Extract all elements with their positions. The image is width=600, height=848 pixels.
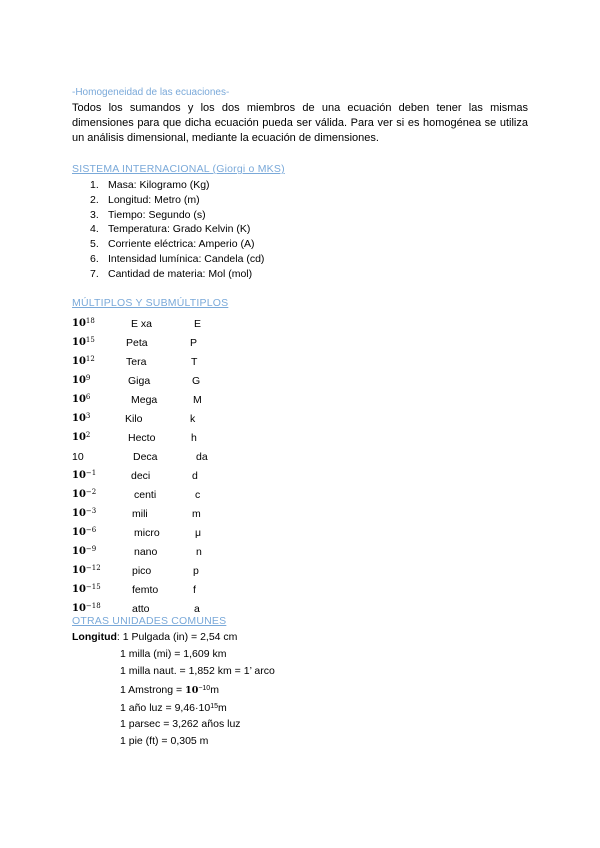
si-item-text: Tiempo: Segundo (s) [108,208,206,221]
si-list-item [90,252,264,267]
si-item-number: 6. [90,252,99,265]
prefix-name: Peta [126,337,148,349]
section-subtitle: -Homogeneidad de las ecuaciones- [72,87,230,98]
si-heading: SISTEMA INTERNACIONAL (Giorgi o MKS) [72,163,285,175]
prefix-symbol: G [192,375,201,387]
power-of-ten [72,584,101,595]
si-item-text: Intensidad lumínica: Candela (cd) [108,252,265,265]
units-line-text [120,684,219,696]
power-exponent: 9 [85,374,91,382]
power-base: 10 [72,432,86,443]
units-line-text: 1 milla (mi) = 1,609 km [120,648,227,660]
prefix-symbol: a [194,603,200,615]
si-item-number: 3. [90,208,99,221]
power-base: 10 [72,375,86,386]
prefix-name: centi [134,489,157,501]
power-base: 10 [72,337,86,348]
power-exponent: −2 [85,488,97,496]
power-of-ten [72,489,96,500]
si-item-text: Corriente eléctrica: Amperio (A) [108,238,255,251]
prefix-symbol: m [192,508,201,520]
power-exponent: −18 [85,602,101,610]
prefix-symbol: T [191,356,198,368]
power-base: 10 [185,685,199,696]
power-of-ten [72,432,90,443]
prefix-symbol: k [190,413,196,425]
prefix-symbol: c [195,489,201,501]
power-base: 10 [72,603,86,614]
units-line [72,648,237,665]
power-of-ten [72,356,95,367]
power-of-ten [72,470,96,481]
prefix-name: mili [132,508,148,520]
si-item-text: Longitud: Metro (m) [108,193,200,206]
prefix-symbol: μ [195,527,202,539]
prefix-name: femto [132,584,159,596]
prefix-name: pico [132,565,152,577]
prefix-name: Mega [131,394,158,406]
multiples-heading: MÚLTIPLOS Y SUBMÚLTIPLOS [72,297,229,309]
power-exponent: −10 [198,685,211,692]
si-list-item [90,267,264,282]
units-line-text [120,702,227,714]
power-base: 10 [72,546,86,557]
power-exponent: 6 [85,393,91,401]
power-exponent: −3 [85,507,97,515]
si-item-number: 7. [90,267,99,280]
prefix-symbol: P [190,337,198,349]
power-exponent: −15 [85,583,101,591]
power-exponent: −6 [85,526,97,534]
power-base: 10 [72,318,86,329]
units-text-pre: 1 Amstrong = [120,684,186,696]
prefix-name: micro [134,527,160,539]
power-of-ten [72,394,90,405]
prefix-name: atto [132,603,150,615]
power-base: 10 [72,489,86,500]
prefix-name: Tera [126,356,147,368]
power-of-ten [72,413,90,424]
si-item-number: 1. [90,179,99,191]
units-text-pre: 1 año luz = 9,46·10 [120,702,211,714]
power-of-ten [72,508,96,519]
power-of-ten [72,318,95,329]
si-item-number: 5. [90,238,99,251]
power-of-ten [72,603,101,614]
power-exponent: 15 [210,703,218,710]
si-list [90,178,264,282]
power-base: 10 [72,470,86,481]
units-text-post: m [218,702,227,714]
si-item-number: 4. [90,223,99,236]
power-of-ten [72,565,101,576]
prefix-symbol: E [194,318,202,330]
prefix-symbol: h [191,432,197,444]
power-base: 10 [72,451,84,463]
power-of-ten [72,451,84,463]
power-of-ten [72,337,95,348]
power-base: 10 [72,527,86,538]
si-item-number: 2. [90,193,99,206]
si-list-item [90,193,264,208]
power-exponent: 2 [85,431,91,439]
prefix-symbol: da [196,451,208,463]
intro-paragraph: Todos los sumandos y los dos miembros de una ecuación deben tener las mismas dimensiones para que dicha ecuación pueda ser válida. Para ver si es homogénea se utiliza un análisis dimensional, mediante la ecuación de dimensiones. [72,102,528,144]
power-exponent: −12 [85,564,101,572]
prefix-name: E xa [131,318,153,330]
units-line-text: 1 pie (ft) = 0,305 m [120,735,209,747]
power-base: 10 [72,565,86,576]
si-list-item [90,208,264,223]
power-base: 10 [72,394,86,405]
power-exponent: −1 [85,469,97,477]
units-line [72,665,275,682]
power-base: 10 [72,508,86,519]
si-list-item [90,237,264,252]
si-item-text: Temperatura: Grado Kelvin (K) [108,223,251,236]
prefix-name: Hecto [128,432,156,444]
power-exponent: 15 [85,336,95,344]
prefix-symbol: f [193,584,196,596]
prefix-name: nano [134,546,158,558]
prefix-symbol: M [193,394,202,406]
si-item-text: Masa: Kilogramo (Kg) [108,179,210,191]
prefix-name: deci [131,470,151,482]
units-heading: OTRAS UNIDADES COMUNES [72,615,227,627]
power-exponent: 3 [85,412,91,420]
power-of-ten [72,546,96,557]
units-line-text: 1 milla naut. = 1,852 km = 1’ arco [120,665,275,677]
prefix-symbol: n [196,546,202,558]
power-exponent: 18 [85,317,95,325]
power-of-ten [72,527,96,538]
units-line-text: 1 parsec = 3,262 años luz [120,718,241,730]
units-line [72,631,237,648]
si-item-text: Cantidad de materia: Mol (mol) [108,267,253,280]
power-base: 10 [72,356,86,367]
si-list-item [90,222,264,237]
units-line [72,701,237,718]
prefix-symbol: d [192,470,198,482]
power-base: 10 [72,413,86,424]
prefix-name: Giga [128,375,151,387]
units-line [72,735,237,752]
units-block [72,631,275,752]
units-line [72,682,237,701]
power-exponent: 12 [85,355,95,363]
prefix-name: Deca [133,451,158,463]
units-line [72,718,241,735]
units-text-post: m [210,684,219,696]
longitud-label: Longitud [72,631,117,643]
prefix-symbol: p [193,565,199,577]
power-base: 10 [72,584,86,595]
prefix-name: Kilo [125,413,143,425]
power-exponent: −9 [85,545,97,553]
units-line-text: : 1 Pulgada (in) = 2,54 cm [116,631,238,643]
si-list-item [90,178,264,193]
power-of-ten [72,375,90,386]
